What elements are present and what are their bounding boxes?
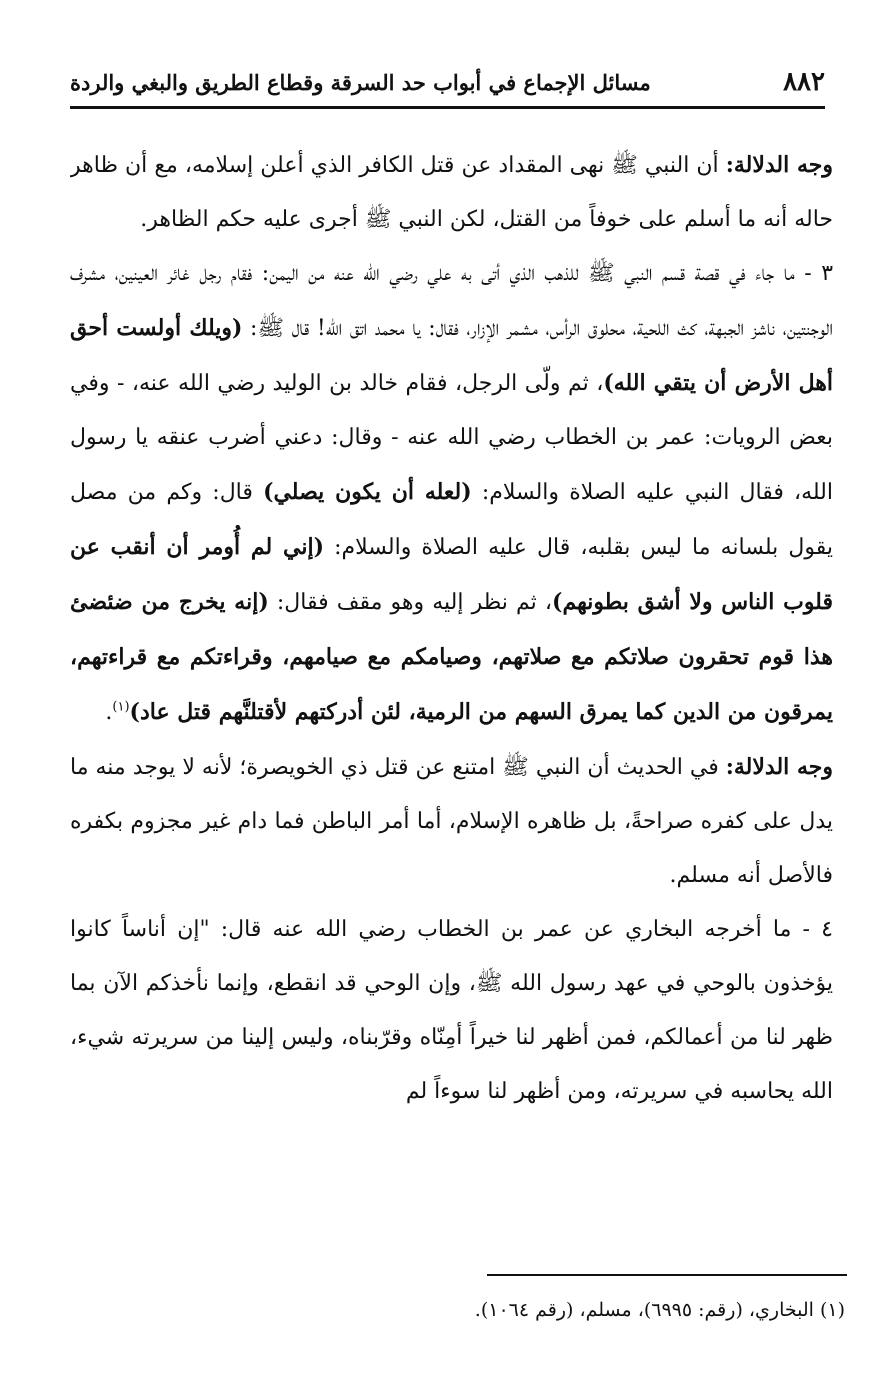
paragraph-text: ، ثم ولّى الرجل، فقام خالد بن الوليد رضي الله عنه، - وفي بعض الرويات: عمر بن الخطاب رضي الله عنه - وقال: دعني أضرب عنقه يا رسول الله، فقال النبي عليه الصلاة والسلام: <box>70 371 833 505</box>
hadith-quote: (إني لم أُومر أن أنقب عن قلوب الناس ولا أشق بطونهم) <box>70 534 833 615</box>
footnote-text: البخاري، (رقم: ٦٩٩٥)، مسلم، (رقم ١٠٦٤). <box>474 1299 814 1321</box>
paragraph-text: قال: وكم من مصل يقول بلسانه ما ليس بقلبه، قال عليه الصلاة والسلام: <box>70 480 833 560</box>
paragraph-text: في الحديث أن النبي ﷺ امتنع عن قتل ذي الخويصرة؛ لأنه لا يوجد منه ما يدل على كفره صراحةً، بل ظاهره الإسلام، أما أمر الباطن فما دام غير مجزوم بكفره فالأصل أنه مسلم. <box>70 755 833 888</box>
footnote <box>70 1294 845 1326</box>
running-title: مسائل الإجماع في أبواب حد السرقة وقطاع الطريق والبغي والردة <box>70 70 651 95</box>
page-number: ٨٨٢ <box>783 67 825 97</box>
paragraph-item-4 <box>70 903 833 1119</box>
paragraph-text: ، ثم نظر إليه وهو مقف فقال: <box>268 590 553 615</box>
evidence-label: وجه الدلالة: <box>725 152 833 178</box>
footnote-number: (١) <box>819 1299 845 1321</box>
evidence-label: وجه الدلالة: <box>725 754 833 780</box>
page-header <box>70 62 825 109</box>
paragraph-evidence-1 <box>70 138 833 247</box>
hadith-quote: (لعله أن يكون يصلي) <box>263 479 472 505</box>
paragraph-text: أن النبي ﷺ نهى المقداد عن قتل الكافر الذي أعلن إسلامه، مع أن ظاهر حاله أنه ما أسلم على خوفاً من القتل، لكن النبي ﷺ أجرى عليه حكم الظاهر. <box>70 153 833 232</box>
footnote-divider <box>487 1274 847 1276</box>
item-number: ٤ - <box>791 917 833 942</box>
body-text <box>70 138 833 1228</box>
sentence-end: . <box>105 700 113 725</box>
paragraph-evidence-2 <box>70 740 833 903</box>
paragraph-text: ما أخرجه البخاري عن عمر بن الخطاب رضي الله عنه قال: "إن أناساً كانوا يؤخذون بالوحي في عهد رسول الله ﷺ، وإن الوحي قد انقطع، وإنما نأخذكم الآن بما ظهر لنا من أعمالكم، فمن أظهر لنا خيراً أمِنّاه وقرّبناه، وليس إلينا من سريرته شيء، الله يحاسبه في سريرته، ومن أظهر لنا سوءاً لم <box>70 917 833 1104</box>
paragraph-text: ما جاء في قصة قسم النبي ﷺ للذهب الذي أتى به علي رضي الله عنه من اليمن: فقام رجل غائر العينين، مشرف الوجنتين، ناشز الجبهة، كث اللحية، محلوق الرأس، مشمر الإزار، فقال: يا محمد اتق الله! قال ﷺ: <box>70 261 833 341</box>
paragraph-item-3 <box>70 247 833 740</box>
footnote-reference[interactable]: (١) <box>112 699 130 715</box>
hadith-quote: (إنه يخرج من ضئضئ هذا قوم تحقرون صلاتكم مع صلاتهم، وصيامكم مع صيامهم، وقراءتكم مع قراءتهم، يمرقون من الدين كما يمرق السهم من الرمية، لئن أدركتهم لأقتلنَّهم قتل عاد) <box>70 589 833 725</box>
item-number: ٣ - <box>794 261 833 286</box>
hadith-quote: (ويلك أولست أحق أهل الأرض أن يتقي الله) <box>70 315 833 396</box>
